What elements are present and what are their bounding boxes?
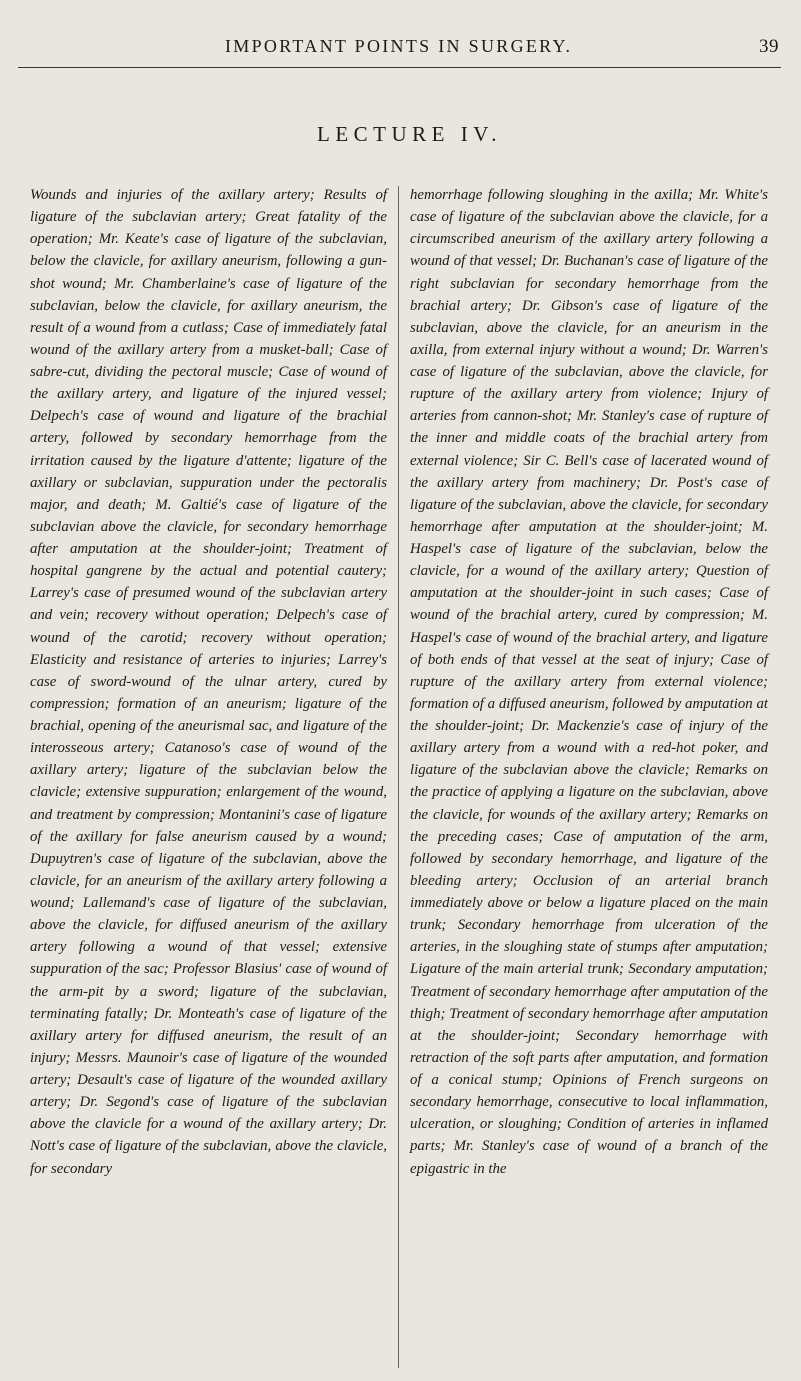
column-divider [398,186,399,1368]
lecture-heading: LECTURE IV. [317,122,502,146]
running-head [0,36,801,66]
summary-column-right [410,184,768,1180]
page-number: 39 [759,36,779,57]
summary-column-left [30,184,387,1180]
running-title: IMPORTANT POINTS IN SURGERY. [225,36,573,56]
summary-text-left: Wounds and injuries of the axillary artery; Results of ligature of the subclavian artery; Great fatality of the operation; Mr. Keate's case of ligature of the subclavian, below the clavicle, for axillary aneurism, following a gun-shot wound; Mr. Chamberlaine's case of ligature of the subclavian, below the clavicle, for axillary aneurism, the result of a wound from a cutlass; Case of immediately fatal wound of the axillary artery from a musket-ball; Case of sabre-cut, dividing the pectoral muscle; Case of wound of the axillary artery, and ligature of the injured vessel; Delpech's case of wound and ligature of the brachial artery, followed by secondary hemorrhage from the irritation caused by the ligature d'attente; ligature of the axillary or subclavian, suppuration under the pectoralis major, and death; M. Galtié's case of ligature of the subclavian above the clavicle, for secondary hemorrhage after amputation at the shoulder-joint; Treatment of hospital gangrene by the actual and potential cautery; Larrey's case of presumed wound of the subclavian artery and vein; recovery without operation; Delpech's case of wound of the carotid; recovery without operation; Elasticity and resistance of arteries to injuries; Larrey's case of sword-wound of the ulnar artery, cured by compression; formation of an aneurism; ligature of the brachial, opening of the aneurismal sac, and ligature of the interosseous artery; Catanoso's case of wound of the axillary artery; ligature of the subclavian below the clavicle; extensive suppuration; enlargement of the wound, and treatment by compression; Montanini's case of ligature of the axillary for false aneurism caused by a wound; Dupuytren's case of ligature of the subclavian, above the clavicle, for an aneurism of the axillary artery following a wound; Lallemand's case of ligature of the subclavian, above the clavicle, for diffused aneurism of the axillary artery following a wound of that vessel; extensive suppuration of the sac; Professor Blasius' case of wound of the arm-pit by a sword; ligature of the subclavian, terminating fatally; Dr. Monteath's case of ligature of the axillary artery for diffused aneurism, the result of an injury; Messrs. Maunoir's case of ligature of the wounded artery; Desault's case of ligature of the wounded axillary artery; Dr. Segond's case of ligature of the subclavian above the clavicle for a wound of the axillary artery; Dr. Nott's case of ligature of the subclavian, above the clavicle, for secondary [30,187,387,1177]
header-rule [18,67,781,68]
summary-text-right: hemorrhage following sloughing in the axilla; Mr. White's case of ligature of the subclavian above the clavicle, for a circumscribed aneurism of the axillary artery following a wound of that vessel; Dr. Buchanan's case of ligature of the right subclavian for secondary hemorrhage from the brachial artery; Dr. Gibson's case of ligature of the subclavian, above the clavicle, for an aneurism in the axilla, from external injury without a wound; Dr. Warren's case of ligature of the subclavian, above the clavicle, for rupture of the axillary artery from violence; Injury of arteries from cannon-shot; Mr. Stanley's case of rupture of the inner and middle coats of the brachial artery from external violence; Sir C. Bell's case of lacerated wound of the axillary artery from machinery; Dr. Post's case of ligature of the subclavian, above the clavicle, for secondary hemorrhage after amputation at the shoulder-joint; M. Haspel's case of ligature of the subclavian, below the clavicle, for a wound of the axillary artery; Question of amputation at the shoulder-joint in such cases; Case of wound of the brachial artery, cured by compression; M. Haspel's case of wound of the brachial artery, and ligature of both ends of that vessel at the seat of injury; Case of rupture of the axillary artery from external violence; formation of a diffused aneurism, followed by amputation at the shoulder-joint; Dr. Mackenzie's case of injury of the axillary artery from a wound with a red-hot poker, and ligature of the subclavian above the clavicle; Remarks on the practice of applying a ligature on the subclavian, above the clavicle, for wounds of the axillary artery; Remarks on the preceding cases; Case of amputation of the arm, followed by secondary hemorrhage, and ligature of the bleeding artery; Occlusion of an arterial branch immediately above or below a ligature placed on the main trunk; Secondary hemorrhage from ulceration of the arteries, in the sloughing state of stumps after amputation; Ligature of the main arterial trunk; Secondary amputation; Treatment of secondary hemorrhage after amputation of the thigh; Treatment of secondary hemorrhage after amputation at the shoulder-joint; Secondary hemorrhage with retraction of the soft parts after amputation, and formation of a conical stump; Opinions of French surgeons on secondary hemorrhage, consecutive to local inflammation, ulceration, or sloughing; Condition of arteries in inflamed parts; Mr. Stanley's case of wound of a branch of the epigastric in the [410,187,768,1177]
